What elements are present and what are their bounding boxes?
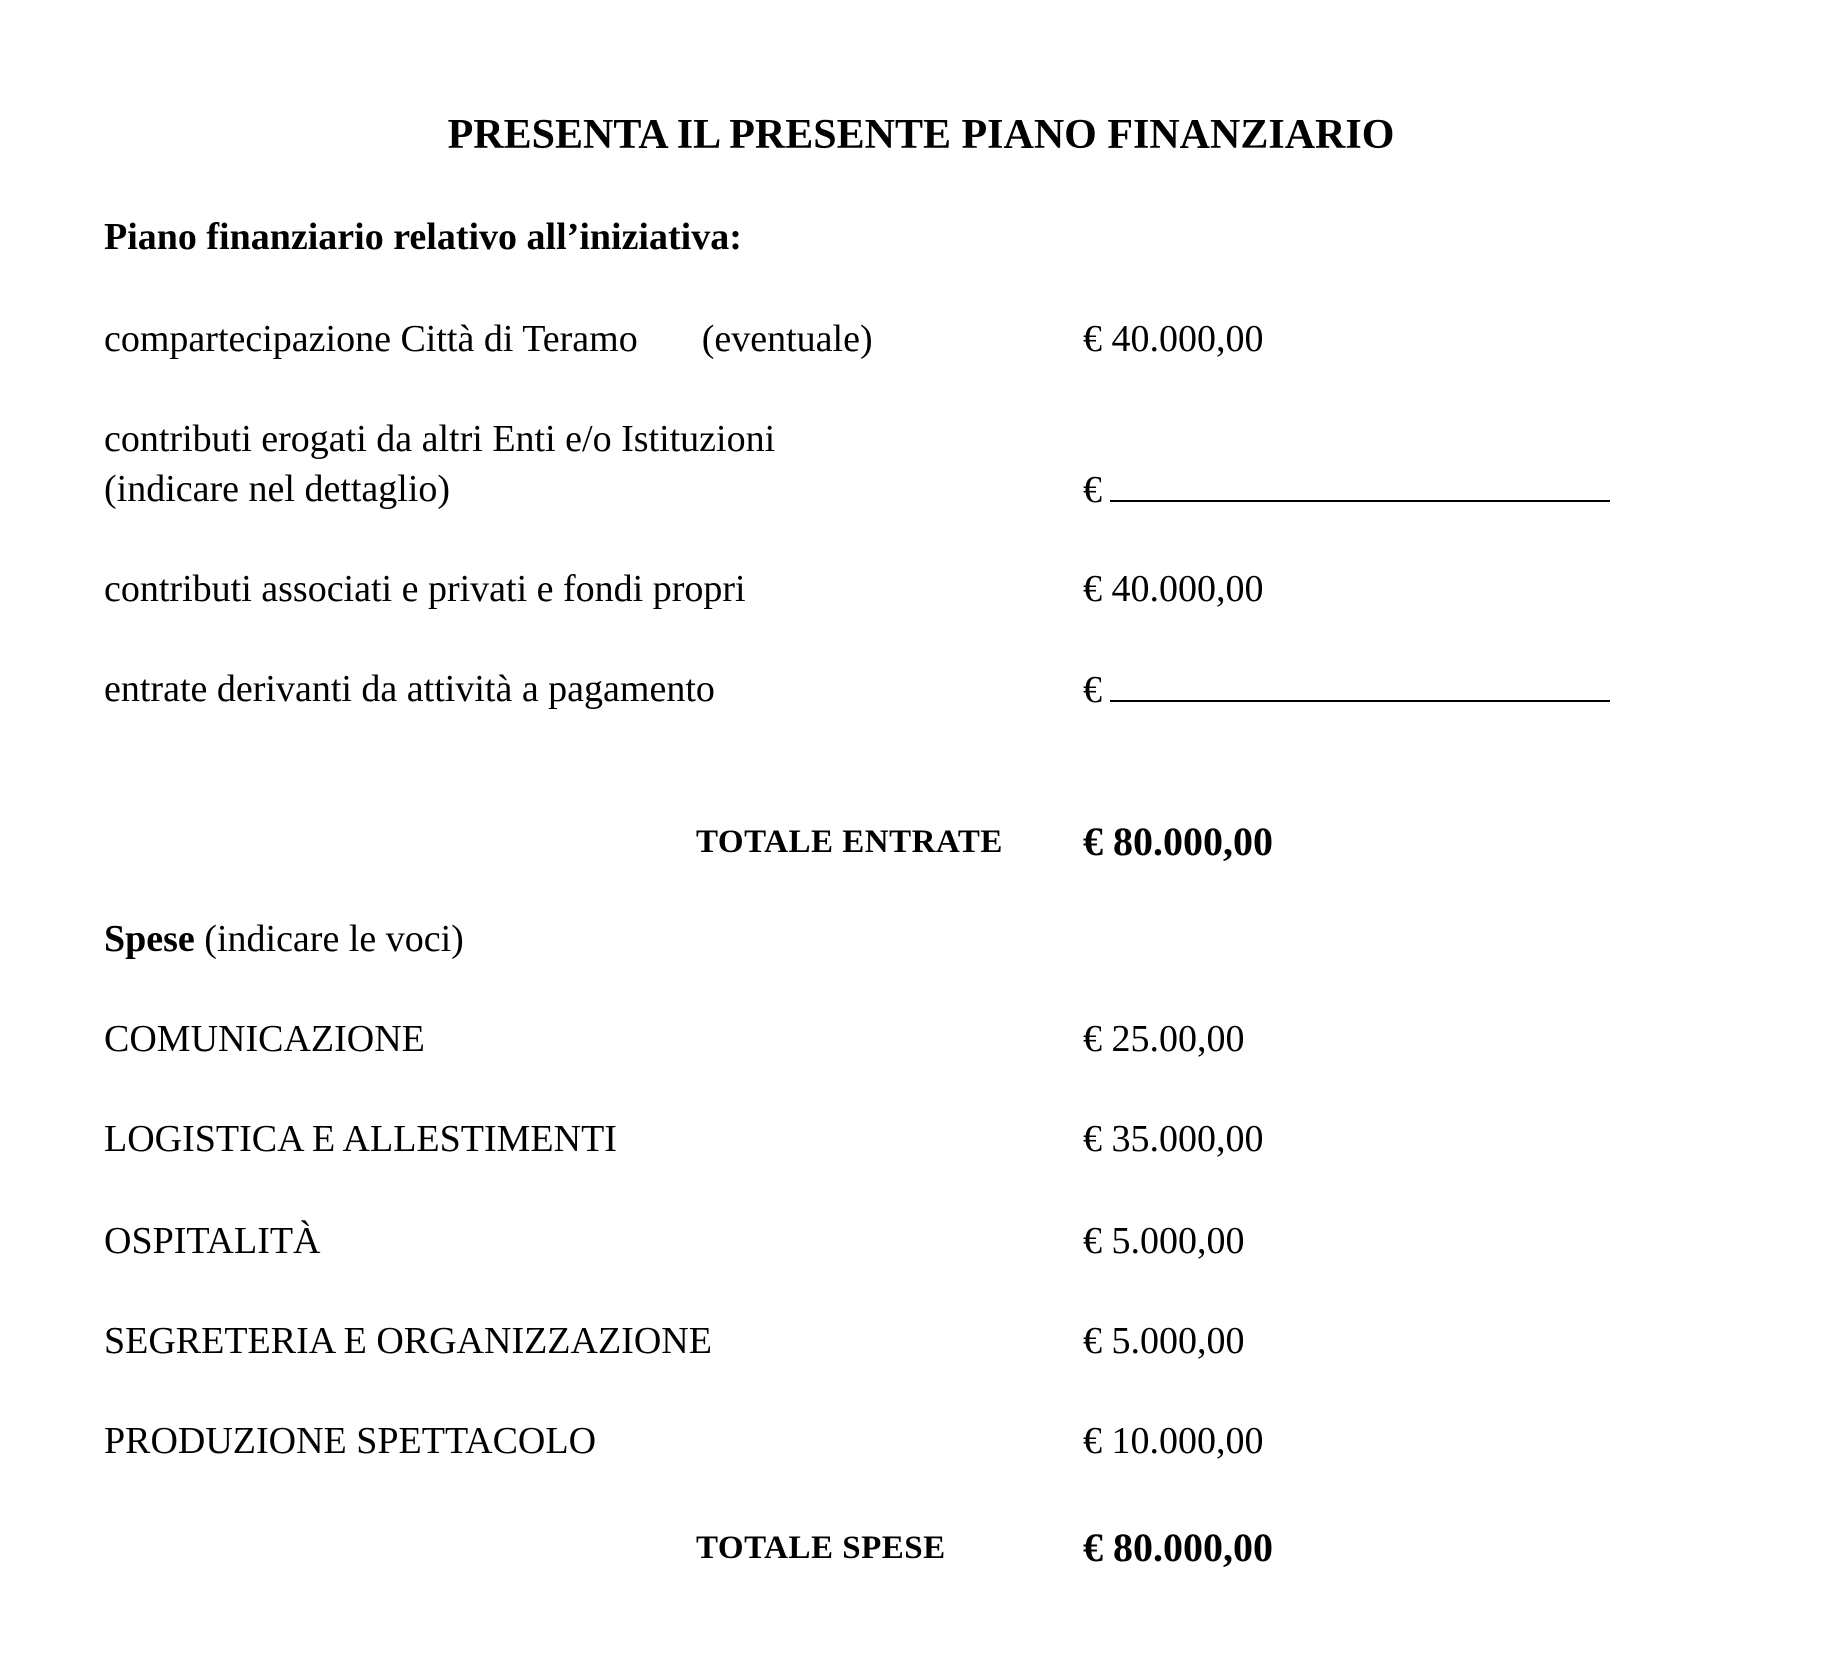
revenue-value-associates: € 40.000,00 xyxy=(1083,568,1264,610)
revenue-value-city: € 40.000,00 xyxy=(1083,318,1264,360)
expense-value-hospitality: € 5.000,00 xyxy=(1083,1220,1245,1262)
expense-value-production: € 10.000,00 xyxy=(1083,1420,1264,1462)
total-revenues-label: TOTALE ENTRATE xyxy=(696,824,1003,860)
page-title: PRESENTA IL PRESENTE PIANO FINANZIARIO xyxy=(447,112,1395,158)
revenue-label-city-note: (eventuale) xyxy=(701,318,873,360)
total-expenses-label: TOTALE SPESE xyxy=(696,1530,946,1566)
section-heading: Piano finanziario relativo all’iniziativa: xyxy=(104,216,742,258)
expense-label-communication: COMUNICAZIONE xyxy=(104,1018,425,1060)
revenue-currency-paid-activities: € xyxy=(1083,669,1102,711)
revenue-label-associates: contributi associati e privati e fondi propri xyxy=(104,568,746,610)
total-revenues-value: € 80.000,00 xyxy=(1083,819,1273,864)
expenses-heading-note: (indicare le voci) xyxy=(204,918,464,960)
expense-value-communication: € 25.00,00 xyxy=(1083,1018,1245,1060)
revenue-currency-other-entities: € xyxy=(1083,469,1102,511)
revenue-label-city-text: compartecipazione Città di Teramo xyxy=(104,318,638,360)
expense-label-logistics: LOGISTICA E ALLESTIMENTI xyxy=(104,1118,617,1160)
expense-label-hospitality: OSPITALITÀ xyxy=(104,1220,321,1262)
revenue-label-other-entities-line2: (indicare nel dettaglio) xyxy=(104,468,451,510)
total-expenses-value: € 80.000,00 xyxy=(1083,1525,1273,1570)
revenue-label-other-entities-line1: contributi erogati da altri Enti e/o Istituzioni xyxy=(104,418,776,460)
revenue-value-other-entities xyxy=(1083,470,1610,509)
expense-label-production: PRODUZIONE SPETTACOLO xyxy=(104,1420,597,1462)
expenses-heading-bold: Spese xyxy=(104,918,195,960)
revenue-value-paid-activities xyxy=(1083,670,1610,709)
expenses-heading xyxy=(104,920,464,958)
revenue-label-paid-activities: entrate derivanti da attività a pagamento xyxy=(104,668,715,710)
expense-label-secretariat: SEGRETERIA E ORGANIZZAZIONE xyxy=(104,1320,712,1362)
revenue-label-city xyxy=(104,320,873,358)
blank-line xyxy=(1110,470,1610,502)
expense-value-secretariat: € 5.000,00 xyxy=(1083,1320,1245,1362)
expense-value-logistics: € 35.000,00 xyxy=(1083,1118,1264,1160)
blank-line xyxy=(1110,670,1610,702)
